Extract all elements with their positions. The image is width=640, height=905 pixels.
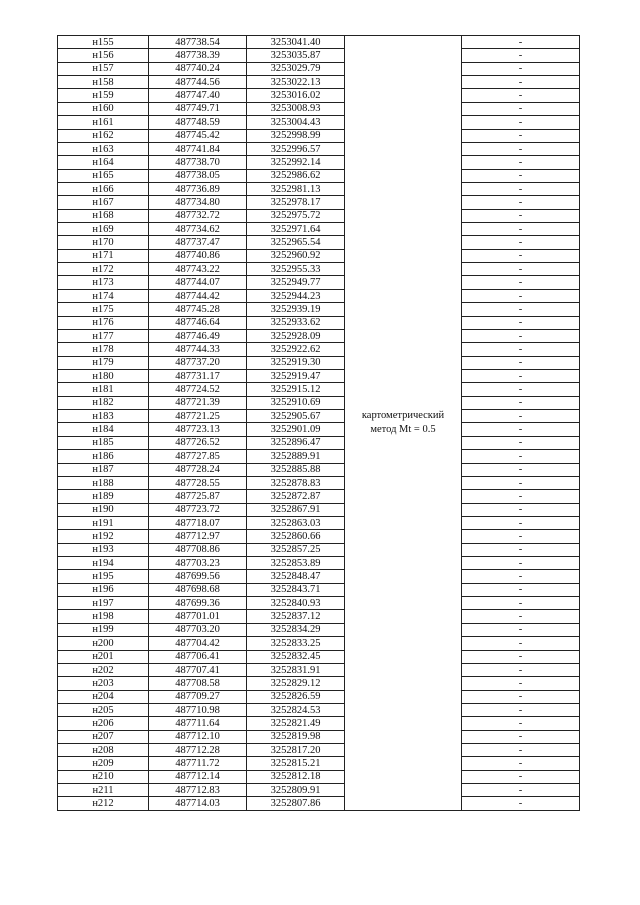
y-coordinate-cell: 3252996.57: [247, 142, 345, 155]
x-coordinate-cell: 487726.52: [149, 436, 247, 449]
point-name-cell: н155: [58, 36, 149, 49]
x-coordinate-cell: 487746.49: [149, 329, 247, 342]
x-coordinate-cell: 487701.01: [149, 610, 247, 623]
point-name-cell: н191: [58, 516, 149, 529]
table-row: [58, 436, 580, 449]
table-row: [58, 476, 580, 489]
table-row: [58, 610, 580, 623]
y-coordinate-cell: 3252853.89: [247, 557, 345, 570]
table-row: [58, 209, 580, 222]
y-coordinate-cell: 3252831.91: [247, 663, 345, 676]
x-coordinate-cell: 487743.22: [149, 263, 247, 276]
y-coordinate-cell: 3252817.20: [247, 744, 345, 757]
point-name-cell: н212: [58, 797, 149, 810]
point-name-cell: н201: [58, 650, 149, 663]
description-cell: -: [462, 129, 580, 142]
point-name-cell: н189: [58, 490, 149, 503]
point-name-cell: н208: [58, 744, 149, 757]
point-name-cell: н198: [58, 610, 149, 623]
y-coordinate-cell: 3252837.12: [247, 610, 345, 623]
y-coordinate-cell: 3252971.64: [247, 223, 345, 236]
description-cell: -: [462, 717, 580, 730]
description-cell: -: [462, 543, 580, 556]
table-row: [58, 543, 580, 556]
table-row: [58, 450, 580, 463]
y-coordinate-cell: 3252812.18: [247, 770, 345, 783]
point-name-cell: н167: [58, 196, 149, 209]
x-coordinate-cell: 487744.33: [149, 343, 247, 356]
point-name-cell: н177: [58, 329, 149, 342]
y-coordinate-cell: 3252807.86: [247, 797, 345, 810]
table-row: [58, 49, 580, 62]
y-coordinate-cell: 3252834.29: [247, 623, 345, 636]
y-coordinate-cell: 3252919.30: [247, 356, 345, 369]
point-name-cell: н199: [58, 623, 149, 636]
y-coordinate-cell: 3252848.47: [247, 570, 345, 583]
x-coordinate-cell: 487712.83: [149, 784, 247, 797]
description-cell: -: [462, 476, 580, 489]
x-coordinate-cell: 487711.64: [149, 717, 247, 730]
y-coordinate-cell: 3252832.45: [247, 650, 345, 663]
y-coordinate-cell: 3252981.13: [247, 182, 345, 195]
x-coordinate-cell: 487708.86: [149, 543, 247, 556]
y-coordinate-cell: 3252992.14: [247, 156, 345, 169]
x-coordinate-cell: 487734.62: [149, 223, 247, 236]
x-coordinate-cell: 487740.86: [149, 249, 247, 262]
y-coordinate-cell: 3252955.33: [247, 263, 345, 276]
point-name-cell: н205: [58, 703, 149, 716]
description-cell: -: [462, 249, 580, 262]
point-name-cell: н165: [58, 169, 149, 182]
point-name-cell: н194: [58, 557, 149, 570]
description-cell: -: [462, 690, 580, 703]
table-row: [58, 410, 580, 423]
coordinates-table-body: [58, 36, 580, 811]
table-row: [58, 249, 580, 262]
point-name-cell: н176: [58, 316, 149, 329]
table-row: [58, 383, 580, 396]
x-coordinate-cell: 487738.70: [149, 156, 247, 169]
point-name-cell: н211: [58, 784, 149, 797]
x-coordinate-cell: 487732.72: [149, 209, 247, 222]
point-name-cell: н185: [58, 436, 149, 449]
point-name-cell: н156: [58, 49, 149, 62]
table-row: [58, 236, 580, 249]
y-coordinate-cell: 3252860.66: [247, 530, 345, 543]
table-row: [58, 490, 580, 503]
description-cell: -: [462, 650, 580, 663]
description-cell: -: [462, 784, 580, 797]
description-cell: -: [462, 76, 580, 89]
y-coordinate-cell: 3252896.47: [247, 436, 345, 449]
x-coordinate-cell: 487728.55: [149, 476, 247, 489]
description-cell: -: [462, 797, 580, 810]
description-cell: -: [462, 102, 580, 115]
description-cell: -: [462, 503, 580, 516]
y-coordinate-cell: 3252998.99: [247, 129, 345, 142]
point-name-cell: н210: [58, 770, 149, 783]
description-cell: -: [462, 289, 580, 302]
y-coordinate-cell: 3252867.91: [247, 503, 345, 516]
point-name-cell: н187: [58, 463, 149, 476]
description-cell: -: [462, 263, 580, 276]
x-coordinate-cell: 487744.56: [149, 76, 247, 89]
table-row: [58, 36, 580, 49]
x-coordinate-cell: 487718.07: [149, 516, 247, 529]
y-coordinate-cell: 3252840.93: [247, 597, 345, 610]
y-coordinate-cell: 3252928.09: [247, 329, 345, 342]
point-name-cell: н172: [58, 263, 149, 276]
x-coordinate-cell: 487745.28: [149, 303, 247, 316]
point-name-cell: н162: [58, 129, 149, 142]
x-coordinate-cell: 487723.13: [149, 423, 247, 436]
x-coordinate-cell: 487698.68: [149, 583, 247, 596]
x-coordinate-cell: 487728.24: [149, 463, 247, 476]
table-row: [58, 396, 580, 409]
description-cell: -: [462, 196, 580, 209]
table-row: [58, 503, 580, 516]
description-cell: -: [462, 329, 580, 342]
y-coordinate-cell: 3253004.43: [247, 116, 345, 129]
x-coordinate-cell: 487744.42: [149, 289, 247, 302]
description-cell: -: [462, 410, 580, 423]
table-row: [58, 677, 580, 690]
x-coordinate-cell: 487727.85: [149, 450, 247, 463]
point-name-cell: н197: [58, 597, 149, 610]
y-coordinate-cell: 3252889.91: [247, 450, 345, 463]
x-coordinate-cell: 487725.87: [149, 490, 247, 503]
description-cell: -: [462, 463, 580, 476]
table-row: [58, 276, 580, 289]
point-name-cell: н174: [58, 289, 149, 302]
y-coordinate-cell: 3252965.54: [247, 236, 345, 249]
description-cell: -: [462, 396, 580, 409]
table-row: [58, 369, 580, 382]
description-cell: -: [462, 156, 580, 169]
point-name-cell: н173: [58, 276, 149, 289]
table-row: [58, 263, 580, 276]
description-cell: -: [462, 316, 580, 329]
x-coordinate-cell: 487721.39: [149, 396, 247, 409]
description-cell: -: [462, 623, 580, 636]
point-name-cell: н158: [58, 76, 149, 89]
x-coordinate-cell: 487738.05: [149, 169, 247, 182]
point-name-cell: н178: [58, 343, 149, 356]
table-row: [58, 316, 580, 329]
description-cell: -: [462, 770, 580, 783]
x-coordinate-cell: 487707.41: [149, 663, 247, 676]
description-cell: -: [462, 356, 580, 369]
table-row: [58, 116, 580, 129]
y-coordinate-cell: 3253029.79: [247, 62, 345, 75]
method-accuracy-value: метод Mt = 0.5: [370, 423, 436, 435]
y-coordinate-cell: 3252872.87: [247, 490, 345, 503]
description-cell: -: [462, 343, 580, 356]
x-coordinate-cell: 487721.25: [149, 410, 247, 423]
x-coordinate-cell: 487738.54: [149, 36, 247, 49]
y-coordinate-cell: 3252986.62: [247, 169, 345, 182]
description-cell: -: [462, 276, 580, 289]
y-coordinate-cell: 3252910.69: [247, 396, 345, 409]
table-row: [58, 784, 580, 797]
accuracy-method-cell: [345, 36, 462, 811]
table-row: [58, 730, 580, 743]
y-coordinate-cell: 3252815.21: [247, 757, 345, 770]
point-name-cell: н179: [58, 356, 149, 369]
y-coordinate-cell: 3252933.62: [247, 316, 345, 329]
table-row: [58, 717, 580, 730]
table-row: [58, 156, 580, 169]
x-coordinate-cell: 487712.28: [149, 744, 247, 757]
point-name-cell: н157: [58, 62, 149, 75]
y-coordinate-cell: 3253035.87: [247, 49, 345, 62]
table-row: [58, 102, 580, 115]
x-coordinate-cell: 487738.39: [149, 49, 247, 62]
x-coordinate-cell: 487723.72: [149, 503, 247, 516]
point-name-cell: н171: [58, 249, 149, 262]
description-cell: -: [462, 677, 580, 690]
y-coordinate-cell: 3253016.02: [247, 89, 345, 102]
description-cell: -: [462, 209, 580, 222]
x-coordinate-cell: 487712.97: [149, 530, 247, 543]
point-name-cell: н184: [58, 423, 149, 436]
x-coordinate-cell: 487709.27: [149, 690, 247, 703]
table-row: [58, 223, 580, 236]
description-cell: -: [462, 597, 580, 610]
y-coordinate-cell: 3252821.49: [247, 717, 345, 730]
point-name-cell: н195: [58, 570, 149, 583]
x-coordinate-cell: 487724.52: [149, 383, 247, 396]
x-coordinate-cell: 487747.40: [149, 89, 247, 102]
point-name-cell: н166: [58, 182, 149, 195]
description-cell: -: [462, 744, 580, 757]
y-coordinate-cell: 3252824.53: [247, 703, 345, 716]
description-cell: -: [462, 236, 580, 249]
x-coordinate-cell: 487710.98: [149, 703, 247, 716]
x-coordinate-cell: 487734.80: [149, 196, 247, 209]
point-name-cell: н192: [58, 530, 149, 543]
table-row: [58, 89, 580, 102]
y-coordinate-cell: 3252922.62: [247, 343, 345, 356]
description-cell: -: [462, 557, 580, 570]
table-row: [58, 703, 580, 716]
description-cell: -: [462, 610, 580, 623]
y-coordinate-cell: 3252826.59: [247, 690, 345, 703]
y-coordinate-cell: 3253041.40: [247, 36, 345, 49]
table-row: [58, 530, 580, 543]
x-coordinate-cell: 487737.47: [149, 236, 247, 249]
y-coordinate-cell: 3252919.47: [247, 369, 345, 382]
table-row: [58, 516, 580, 529]
point-name-cell: н209: [58, 757, 149, 770]
point-name-cell: н183: [58, 410, 149, 423]
x-coordinate-cell: 487706.41: [149, 650, 247, 663]
y-coordinate-cell: 3253008.93: [247, 102, 345, 115]
table-row: [58, 62, 580, 75]
description-cell: -: [462, 583, 580, 596]
point-name-cell: н206: [58, 717, 149, 730]
description-cell: -: [462, 516, 580, 529]
point-name-cell: н163: [58, 142, 149, 155]
table-row: [58, 356, 580, 369]
table-row: [58, 196, 580, 209]
point-name-cell: н202: [58, 663, 149, 676]
x-coordinate-cell: 487708.58: [149, 677, 247, 690]
point-name-cell: н190: [58, 503, 149, 516]
x-coordinate-cell: 487714.03: [149, 797, 247, 810]
x-coordinate-cell: 487699.36: [149, 597, 247, 610]
point-name-cell: н180: [58, 369, 149, 382]
x-coordinate-cell: 487745.42: [149, 129, 247, 142]
coordinates-table: [57, 35, 580, 811]
table-row: [58, 570, 580, 583]
x-coordinate-cell: 487731.17: [149, 369, 247, 382]
y-coordinate-cell: 3252857.25: [247, 543, 345, 556]
y-coordinate-cell: 3252905.67: [247, 410, 345, 423]
description-cell: -: [462, 169, 580, 182]
description-cell: -: [462, 423, 580, 436]
table-row: [58, 142, 580, 155]
table-row: [58, 770, 580, 783]
description-cell: -: [462, 730, 580, 743]
y-coordinate-cell: 3252863.03: [247, 516, 345, 529]
description-cell: -: [462, 89, 580, 102]
table-row: [58, 423, 580, 436]
point-name-cell: н175: [58, 303, 149, 316]
x-coordinate-cell: 487712.14: [149, 770, 247, 783]
point-name-cell: н186: [58, 450, 149, 463]
table-row: [58, 129, 580, 142]
description-cell: -: [462, 663, 580, 676]
table-row: [58, 329, 580, 342]
point-name-cell: н159: [58, 89, 149, 102]
x-coordinate-cell: 487740.24: [149, 62, 247, 75]
description-cell: -: [462, 223, 580, 236]
table-row: [58, 463, 580, 476]
y-coordinate-cell: 3252829.12: [247, 677, 345, 690]
y-coordinate-cell: 3252833.25: [247, 637, 345, 650]
y-coordinate-cell: 3252939.19: [247, 303, 345, 316]
x-coordinate-cell: 487737.20: [149, 356, 247, 369]
description-cell: -: [462, 490, 580, 503]
x-coordinate-cell: 487744.07: [149, 276, 247, 289]
table-row: [58, 557, 580, 570]
description-cell: -: [462, 142, 580, 155]
description-cell: -: [462, 637, 580, 650]
table-row: [58, 169, 580, 182]
description-cell: -: [462, 703, 580, 716]
table-row: [58, 182, 580, 195]
x-coordinate-cell: 487712.10: [149, 730, 247, 743]
point-name-cell: н168: [58, 209, 149, 222]
y-coordinate-cell: 3252960.92: [247, 249, 345, 262]
point-name-cell: н170: [58, 236, 149, 249]
x-coordinate-cell: 487699.56: [149, 570, 247, 583]
table-row: [58, 637, 580, 650]
x-coordinate-cell: 487703.23: [149, 557, 247, 570]
x-coordinate-cell: 487746.64: [149, 316, 247, 329]
description-cell: -: [462, 116, 580, 129]
table-row: [58, 289, 580, 302]
description-cell: -: [462, 757, 580, 770]
description-cell: -: [462, 369, 580, 382]
table-row: [58, 690, 580, 703]
table-row: [58, 597, 580, 610]
description-cell: -: [462, 303, 580, 316]
point-name-cell: н193: [58, 543, 149, 556]
description-cell: -: [462, 450, 580, 463]
point-name-cell: н160: [58, 102, 149, 115]
x-coordinate-cell: 487736.89: [149, 182, 247, 195]
table-row: [58, 650, 580, 663]
description-cell: -: [462, 383, 580, 396]
x-coordinate-cell: 487741.84: [149, 142, 247, 155]
y-coordinate-cell: 3252901.09: [247, 423, 345, 436]
point-name-cell: н200: [58, 637, 149, 650]
table-row: [58, 797, 580, 810]
point-name-cell: н203: [58, 677, 149, 690]
y-coordinate-cell: 3252878.83: [247, 476, 345, 489]
y-coordinate-cell: 3252809.91: [247, 784, 345, 797]
y-coordinate-cell: 3252885.88: [247, 463, 345, 476]
description-cell: -: [462, 62, 580, 75]
point-name-cell: н164: [58, 156, 149, 169]
x-coordinate-cell: 487703.20: [149, 623, 247, 636]
description-cell: -: [462, 36, 580, 49]
description-cell: -: [462, 570, 580, 583]
table-row: [58, 303, 580, 316]
point-name-cell: н169: [58, 223, 149, 236]
y-coordinate-cell: 3253022.13: [247, 76, 345, 89]
y-coordinate-cell: 3252949.77: [247, 276, 345, 289]
y-coordinate-cell: 3252843.71: [247, 583, 345, 596]
point-name-cell: н204: [58, 690, 149, 703]
y-coordinate-cell: 3252978.17: [247, 196, 345, 209]
x-coordinate-cell: 487748.59: [149, 116, 247, 129]
table-row: [58, 757, 580, 770]
point-name-cell: н182: [58, 396, 149, 409]
description-cell: -: [462, 530, 580, 543]
point-name-cell: н196: [58, 583, 149, 596]
x-coordinate-cell: 487749.71: [149, 102, 247, 115]
table-row: [58, 744, 580, 757]
x-coordinate-cell: 487704.42: [149, 637, 247, 650]
y-coordinate-cell: 3252944.23: [247, 289, 345, 302]
x-coordinate-cell: 487711.72: [149, 757, 247, 770]
table-row: [58, 583, 580, 596]
method-label: картометрический: [361, 409, 445, 421]
description-cell: -: [462, 436, 580, 449]
point-name-cell: н207: [58, 730, 149, 743]
description-cell: -: [462, 49, 580, 62]
point-name-cell: н181: [58, 383, 149, 396]
table-row: [58, 663, 580, 676]
y-coordinate-cell: 3252975.72: [247, 209, 345, 222]
description-cell: -: [462, 182, 580, 195]
point-name-cell: н161: [58, 116, 149, 129]
y-coordinate-cell: 3252819.98: [247, 730, 345, 743]
table-row: [58, 343, 580, 356]
table-row: [58, 623, 580, 636]
table-row: [58, 76, 580, 89]
point-name-cell: н188: [58, 476, 149, 489]
y-coordinate-cell: 3252915.12: [247, 383, 345, 396]
